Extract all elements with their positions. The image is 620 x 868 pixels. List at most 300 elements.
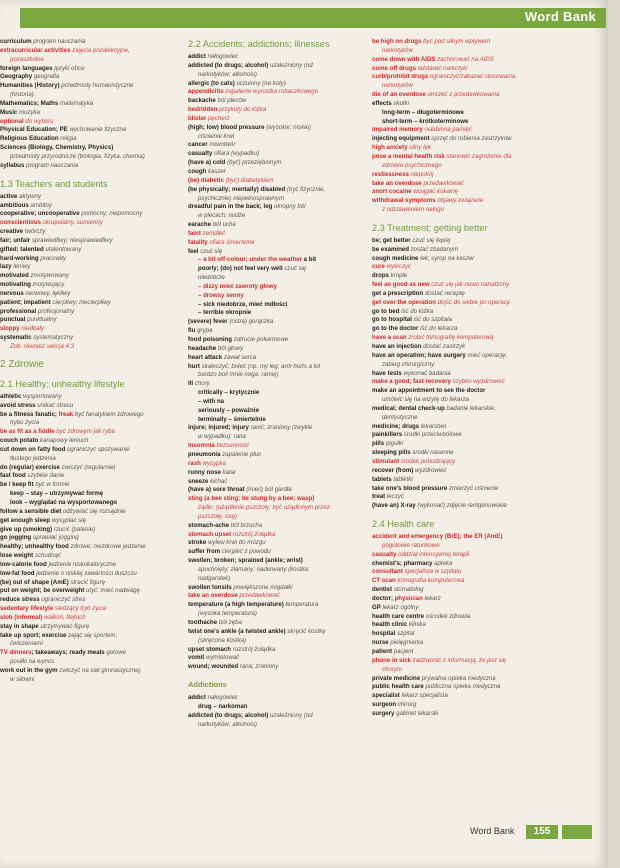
entry-translation: ból brzucha bbox=[230, 521, 263, 529]
entry-translation: posiłki na wynos bbox=[10, 658, 55, 666]
entry-term: cooperative; uncooperative bbox=[0, 210, 80, 218]
entry-continuation bbox=[372, 396, 540, 405]
entry-term: injecting equipment bbox=[372, 135, 430, 143]
vocab-entry bbox=[188, 424, 360, 433]
entry-term: suffer from bbox=[188, 548, 221, 556]
entry-continuation bbox=[0, 56, 168, 65]
vocab-entry bbox=[0, 402, 168, 411]
entry-continuation bbox=[188, 195, 360, 204]
entry-term: sleeping pills bbox=[372, 449, 411, 457]
entry-term: blister bbox=[188, 114, 207, 122]
entry-translation: lek; syrop na kaszel bbox=[420, 254, 474, 262]
entry-translation: zapalenie wyrostka robaczkowego bbox=[225, 88, 319, 96]
entry-term: slob (informal) bbox=[0, 613, 43, 621]
entry-subitem bbox=[0, 490, 168, 499]
vocab-entry bbox=[0, 446, 168, 455]
entry-term: allergic (to cats) bbox=[188, 79, 235, 87]
entry-term: high anxiety bbox=[372, 144, 408, 152]
entry-translation: zdrowe; niezdrowe jedzenie bbox=[70, 543, 146, 551]
vocab-entry bbox=[188, 486, 360, 495]
entry-subitem bbox=[188, 398, 360, 407]
entry-term: appendicitis bbox=[188, 88, 224, 96]
entry-term: (be) diabetic bbox=[188, 176, 224, 184]
entry-term: cure bbox=[372, 263, 385, 271]
entry-translation: ćwiczeniami bbox=[10, 640, 43, 648]
entry-continuation bbox=[188, 71, 360, 80]
entry-translation: chorym bbox=[382, 665, 402, 673]
entry-translation: skręcić kostkę bbox=[287, 627, 326, 635]
vocab-entry bbox=[188, 97, 360, 106]
vocab-entry bbox=[0, 316, 168, 325]
vocab-entry bbox=[188, 124, 360, 133]
vocab-entry bbox=[188, 345, 360, 354]
vocab-entry bbox=[372, 197, 540, 206]
entry-term: (have a) sore throat bbox=[188, 486, 245, 494]
vocab-entry bbox=[372, 91, 540, 100]
section-heading: 2.1 Healthy; unhealthy lifestyle bbox=[0, 378, 125, 389]
vocab-entry bbox=[0, 517, 168, 526]
vocab-entry bbox=[372, 281, 540, 290]
entry-part: be a fitness fanatic; bbox=[0, 410, 59, 418]
vocab-entry bbox=[0, 587, 168, 596]
vocab-entry bbox=[0, 73, 168, 82]
entry-translation: schudnąć bbox=[34, 552, 61, 560]
vocab-entry bbox=[188, 548, 360, 557]
entry-term: earache bbox=[188, 221, 212, 229]
entry-term: be as fit as a fiddle bbox=[0, 428, 55, 436]
entry-translation: zajęcia pozalekcyjne, bbox=[72, 46, 130, 54]
entry-term: systematic bbox=[0, 334, 32, 342]
vocab-entry bbox=[0, 552, 168, 561]
vocab-entry bbox=[0, 428, 168, 437]
entry-translation: (wykonać) zdjęcie rentgenowskie bbox=[417, 502, 507, 510]
entry-term: swollen tonsils bbox=[188, 583, 232, 591]
vocab-entry bbox=[0, 299, 168, 308]
vocab-entry bbox=[372, 180, 540, 189]
entry-translation: jedzenie niskokaloryczne bbox=[48, 560, 117, 568]
entry-term: creative bbox=[0, 228, 24, 236]
entry-subitem bbox=[188, 703, 360, 712]
vocab-entry bbox=[372, 630, 540, 639]
vocab-entry bbox=[188, 380, 360, 389]
vocab-entry bbox=[372, 308, 540, 317]
vocab-entry bbox=[372, 272, 540, 281]
entry-translation: z odstawieniem nałogu bbox=[382, 206, 444, 214]
entry-translation: czuć się jak nowo narodzony bbox=[431, 281, 510, 289]
entry-translation: ograniczyć stres bbox=[41, 596, 86, 604]
entry-term: chemist's; pharmacy bbox=[372, 559, 433, 567]
entry-translation: ograniczyć spożywanie bbox=[67, 445, 130, 453]
entry-translation: kanapowy leniuch bbox=[39, 437, 89, 445]
vocab-entry bbox=[0, 579, 168, 588]
section-heading: 1.3 Teachers and students bbox=[0, 178, 108, 189]
entry-translation: iść do szpitala bbox=[413, 316, 452, 324]
entry-translation: lekarstwo bbox=[420, 422, 447, 430]
vocab-entry bbox=[372, 65, 540, 74]
entry-translation: szybko wyzdrowieć bbox=[452, 378, 505, 386]
subitem-text: – drowsy senny bbox=[198, 291, 244, 299]
entry-subitem bbox=[188, 283, 360, 292]
entry-term: recover (from) bbox=[372, 466, 414, 474]
entry-translation: twórczy bbox=[24, 228, 46, 236]
entry-translation: lekarz specjalista bbox=[401, 692, 448, 700]
vocab-entry bbox=[372, 290, 540, 299]
entry-translation: (być fizycznie, bbox=[286, 185, 326, 193]
section-header-bar bbox=[20, 8, 606, 28]
vocab-entry bbox=[188, 557, 360, 566]
vocab-entry bbox=[0, 281, 168, 290]
entry-translation: ból pleców bbox=[217, 97, 247, 105]
vocab-entry bbox=[372, 701, 540, 710]
vocab-entry bbox=[372, 586, 540, 595]
vocab-entry bbox=[0, 325, 168, 334]
entry-translation: profesjonalny bbox=[37, 307, 75, 315]
vocab-entry bbox=[0, 82, 168, 91]
entry-term: wound; wounded bbox=[188, 663, 239, 671]
vocab-entry bbox=[372, 343, 540, 352]
entry-term: (be physically; mentally) disabled bbox=[188, 185, 286, 193]
vocab-entry bbox=[372, 639, 540, 648]
vocab-entry bbox=[0, 393, 168, 402]
entry-translation: tomografia komputerowa bbox=[397, 577, 465, 585]
entry-translation: Zob. również sekcja 4.3 bbox=[10, 343, 75, 350]
vocab-entry bbox=[188, 318, 360, 327]
entry-translation: publiczna opieka medyczna bbox=[425, 683, 501, 691]
entry-term: be; get better bbox=[372, 236, 411, 244]
entry-translation: kaszel bbox=[207, 167, 226, 175]
entry-term: be high on drugs bbox=[372, 38, 422, 45]
vocab-entry bbox=[372, 577, 540, 586]
entry-term: go to bed bbox=[372, 307, 400, 315]
entry-translation: wykonać badania bbox=[403, 369, 451, 377]
section-title: Word Bank bbox=[524, 9, 596, 24]
entry-term: health clinic bbox=[372, 621, 408, 629]
vocab-entry bbox=[372, 551, 540, 560]
entry-continuation bbox=[0, 419, 168, 428]
entry-translation: sprawiedliwy; niesprawiedliwy bbox=[31, 236, 113, 244]
entry-term: public health care bbox=[372, 683, 424, 691]
entry-translation: stomatolog bbox=[393, 586, 424, 594]
vocab-entry bbox=[372, 657, 540, 666]
page-number: 155 bbox=[526, 825, 558, 839]
entry-translation: zadzwonić z informacją, że jest się bbox=[412, 656, 507, 664]
entry-term: addict bbox=[188, 53, 206, 60]
entry-translation: zająć się sportem; bbox=[68, 631, 118, 639]
entry-term: health care centre bbox=[372, 612, 425, 620]
entry-translation: zmierzyć ciśnienie bbox=[448, 484, 499, 492]
entry-translation: (być) diabetykiem bbox=[225, 176, 274, 184]
entry-term: go jogging bbox=[0, 534, 32, 542]
vocab-entry bbox=[372, 237, 540, 246]
entry-translation: ćwiczyć na sali gimnastycznej, bbox=[59, 667, 142, 674]
entry-term: casualty bbox=[372, 550, 397, 558]
entry-continuation bbox=[0, 343, 168, 352]
entry-translation: w plecach; nodze bbox=[198, 212, 246, 220]
entry-translation: do wyboru bbox=[25, 117, 54, 125]
entry-translation: przedmioty humanistyczne bbox=[61, 82, 134, 90]
entry-translation: mieć operację; bbox=[467, 351, 508, 359]
entry-translation: leniwy bbox=[13, 263, 31, 271]
entry-translation: utyć; mieć nadwagę bbox=[86, 587, 140, 595]
vocab-entry bbox=[0, 534, 168, 543]
entry-translation: prywatna opieka medyczna bbox=[421, 674, 496, 682]
entry-term: sneeze bbox=[188, 477, 209, 485]
vocab-entry bbox=[188, 694, 360, 703]
entry-translation: cierpieć z powodu bbox=[221, 548, 271, 556]
entry-term: hospital bbox=[372, 630, 396, 638]
entry-term: motivating bbox=[0, 281, 31, 289]
entry-translation: (być) przeziębionym bbox=[226, 159, 282, 167]
vocab-entry bbox=[372, 135, 540, 144]
vocab-entry bbox=[188, 80, 360, 89]
entry-translation: pogotowie ratunkowe bbox=[382, 541, 440, 549]
entry-term: come down with AIDS bbox=[372, 55, 436, 63]
entry-translation: okropny ból bbox=[274, 203, 306, 211]
entry-continuation bbox=[0, 153, 168, 162]
entry-continuation bbox=[188, 504, 360, 513]
section-heading: 2.3 Treatment; getting better bbox=[372, 222, 488, 233]
entry-term: backache bbox=[188, 97, 216, 105]
vocab-entry bbox=[372, 325, 540, 334]
entry-translation: zachorować na AIDS bbox=[437, 55, 494, 63]
vocab-entry bbox=[0, 126, 168, 135]
vocab-entry bbox=[0, 202, 168, 211]
vocab-entry bbox=[372, 604, 540, 613]
section-heading: 2.4 Health care bbox=[372, 519, 435, 530]
vocab-entry bbox=[372, 405, 540, 414]
subitem-text: critically – krytycznie bbox=[198, 389, 260, 397]
vocab-entry bbox=[188, 584, 360, 593]
vocab-entry bbox=[0, 508, 168, 517]
entry-translation: (mieć) ból gardła bbox=[246, 486, 292, 494]
entry-translation: chirurg bbox=[397, 701, 417, 709]
entry-term: work out in the gym bbox=[0, 667, 58, 674]
entry-translation: jedzenie o niskiej zawartości tłuszczu bbox=[36, 569, 137, 577]
entry-part: być fanatykiem zdrowego bbox=[73, 410, 144, 418]
entry-term: be / keep fit bbox=[0, 481, 34, 489]
vocab-entry bbox=[0, 65, 168, 74]
vocab-entry bbox=[0, 481, 168, 490]
entry-translation: środek pobudzający bbox=[400, 457, 455, 465]
entry-term: CT scan bbox=[372, 577, 396, 585]
entry-term: swollen; broken; sprained (ankle; wrist) bbox=[188, 557, 303, 565]
entry-translation: ambitny bbox=[30, 201, 52, 209]
vocab-entry bbox=[188, 336, 360, 345]
vocab-entry bbox=[188, 451, 360, 460]
entry-translation: zmotywowany bbox=[30, 272, 69, 280]
entry-translation: dentystyczne bbox=[382, 413, 418, 421]
entry-term: sloppy bbox=[0, 325, 20, 333]
vocab-entry bbox=[0, 526, 168, 535]
entry-term: injure; injured; injury bbox=[188, 424, 249, 432]
entry-continuation bbox=[188, 575, 360, 584]
entry-term: casualty bbox=[188, 150, 213, 158]
entry-translation: ofiara śmiertelna bbox=[209, 238, 255, 246]
entry-subitem bbox=[188, 301, 360, 310]
vocab-entry bbox=[0, 109, 168, 118]
entry-translation: pracowity bbox=[40, 254, 67, 262]
entry-term: motivated bbox=[0, 272, 29, 280]
vocab-entry bbox=[0, 605, 168, 614]
vocab-entry bbox=[372, 316, 540, 325]
entry-translation: siedzący tryb życia bbox=[54, 605, 107, 613]
entry-translation: czuć się bbox=[200, 247, 223, 255]
entry-part: poorly; (do) not feel very well bbox=[198, 265, 283, 273]
entry-continuation bbox=[0, 455, 168, 464]
vocab-entry bbox=[188, 663, 360, 672]
entry-term: snort cocaine bbox=[372, 188, 412, 196]
entry-translation: geografia bbox=[33, 73, 60, 81]
entry-translation: nałogowiec bbox=[207, 694, 239, 702]
entry-translation: unikać stresu bbox=[37, 401, 74, 409]
vocab-entry bbox=[0, 667, 168, 676]
vocab-entry bbox=[372, 533, 540, 542]
entry-translation: narkotyków bbox=[382, 46, 413, 54]
vocab-entry bbox=[188, 592, 360, 601]
entry-translation: (ostra) gorączka bbox=[229, 318, 274, 326]
vocab-entry bbox=[188, 53, 360, 62]
entry-term: fair; unfair bbox=[0, 236, 31, 244]
entry-translation: pszczołę, osę) bbox=[198, 512, 237, 520]
entry-translation: nałogowiec bbox=[207, 53, 239, 60]
section-heading: 2 Zdrowie bbox=[0, 358, 44, 370]
vocab-entry bbox=[0, 614, 168, 623]
entry-translation: program nauczania bbox=[26, 161, 79, 169]
entry-translation: silny lęk bbox=[409, 144, 431, 152]
entry-continuation bbox=[372, 414, 540, 423]
vocab-entry bbox=[372, 613, 540, 622]
entry-translation: uczulony (na koty) bbox=[236, 79, 286, 87]
entry-translation: języki obce bbox=[54, 64, 85, 72]
entry-term: Music bbox=[0, 108, 18, 116]
entry-term: get a prescription bbox=[372, 289, 424, 297]
entry-subitem bbox=[188, 309, 360, 318]
entry-term: syllabus bbox=[0, 161, 25, 169]
column-middle bbox=[188, 38, 360, 729]
vocab-entry bbox=[188, 460, 360, 469]
entry-translation: rozstrój żołądka bbox=[232, 530, 276, 538]
entry-translation: osłabiona pamięć bbox=[424, 126, 472, 134]
entry-translation: szybkie danie bbox=[27, 472, 65, 480]
vocab-entry bbox=[0, 290, 168, 299]
vocab-entry bbox=[0, 162, 168, 171]
entry-continuation bbox=[188, 371, 360, 380]
vocab-entry bbox=[0, 219, 168, 228]
entry-translation: psychicznie) niepełnosprawnym bbox=[198, 194, 285, 202]
vocab-entry bbox=[372, 56, 540, 65]
entry-translation: systematyczny bbox=[33, 334, 74, 342]
vocab-entry bbox=[188, 478, 360, 487]
entry-term: Religious Education bbox=[0, 135, 59, 143]
vocab-entry bbox=[0, 100, 168, 109]
entry-term: fast food bbox=[0, 472, 26, 480]
entry-translation: pomocny; niepomocny bbox=[81, 210, 143, 218]
vocab-entry bbox=[0, 437, 168, 446]
entry-term: pills bbox=[372, 440, 385, 448]
entry-term: ambitious bbox=[0, 201, 29, 209]
vocab-entry bbox=[0, 411, 168, 420]
vocab-entry bbox=[372, 246, 540, 255]
entry-term: have a scan bbox=[372, 334, 407, 342]
entry-term: active bbox=[0, 192, 18, 200]
entry-translation: stanowić zagrożenie dla bbox=[446, 152, 512, 160]
entry-translation: ciśnienie krwi bbox=[198, 132, 235, 140]
entry-translation: narkotyków; alkoholu) bbox=[198, 70, 257, 78]
entry-term: take an overdose bbox=[188, 592, 238, 600]
entry-translation: tłustego jedzenia bbox=[10, 454, 56, 462]
entry-term: drops bbox=[372, 272, 389, 280]
entry-term: hard-working bbox=[0, 254, 39, 262]
entry-term: curb/prohibit drugs bbox=[372, 73, 429, 81]
subitem-text: look – wyglądać na wysportowanego bbox=[10, 498, 118, 506]
entry-translation: leczyć bbox=[386, 493, 404, 501]
subitem-text: terminally – śmiertelnie bbox=[198, 415, 266, 423]
entry-continuation bbox=[188, 637, 360, 646]
entry-term: curriculum bbox=[0, 38, 32, 45]
vocab-entry bbox=[188, 646, 360, 655]
entry-term: upset stomach bbox=[188, 645, 232, 653]
entry-translation: narkotyków; alkoholu) bbox=[198, 720, 257, 728]
entry-term: stomach-ache bbox=[188, 521, 229, 529]
entry-translation: zrobić tomografię komputerową bbox=[408, 334, 494, 342]
entry-term: lazy bbox=[0, 263, 12, 271]
entry-term: follow a sensible diet bbox=[0, 507, 62, 515]
footer-label: Word Bank bbox=[470, 826, 515, 836]
vocab-entry bbox=[372, 38, 540, 47]
vocab-entry bbox=[188, 327, 360, 336]
entry-translation: niedbały bbox=[21, 325, 45, 333]
entry-term: (have a) cold bbox=[188, 159, 226, 167]
entry-term: make an appointment to see the doctor bbox=[372, 387, 486, 395]
entry-term: come off drugs bbox=[372, 64, 417, 72]
vocab-entry bbox=[188, 88, 360, 97]
entry-term: (severe) fever bbox=[188, 318, 228, 326]
entry-translation: iść do łóżka bbox=[401, 307, 433, 315]
entry-term: gifted; talented bbox=[0, 245, 44, 253]
entry-term: conscientious bbox=[0, 219, 41, 227]
vocab-entry bbox=[188, 141, 360, 150]
entry-translation: ośrodek zdrowia bbox=[425, 612, 471, 620]
entry-translation: wysypka bbox=[202, 459, 226, 467]
section-heading: 2.2 Accidents; addictions; illnesses bbox=[188, 39, 330, 49]
entry-part: a bit bbox=[301, 256, 317, 264]
entry-term: tablets bbox=[372, 475, 392, 483]
vocab-entry bbox=[0, 237, 168, 246]
entry-translation: (wysoka temperatura) bbox=[198, 610, 257, 618]
footer-accent-bar bbox=[562, 825, 592, 839]
vocab-entry bbox=[188, 239, 360, 248]
vocab-entry bbox=[372, 476, 540, 485]
entry-term: feel as good as new bbox=[372, 281, 430, 289]
entry-translation: rzucić (palenie) bbox=[53, 525, 96, 533]
entry-part: – a bit off-colour; under the weather bbox=[198, 256, 302, 264]
entry-translation: wysportowany bbox=[23, 392, 62, 400]
vocab-entry bbox=[188, 203, 360, 212]
vocab-entry bbox=[188, 106, 360, 115]
entry-term: patient; impatient bbox=[0, 298, 51, 306]
entry-continuation bbox=[188, 513, 360, 522]
entry-translation: być zdrowym jak ryba bbox=[56, 428, 115, 436]
entry-term: stroke bbox=[188, 539, 207, 547]
entry-term: phone in sick bbox=[372, 656, 411, 664]
vocab-entry bbox=[188, 177, 360, 186]
vocab-entry bbox=[0, 596, 168, 605]
vocab-entry bbox=[0, 334, 168, 343]
entry-continuation bbox=[372, 162, 540, 171]
entry-translation: stracić figurę bbox=[70, 578, 105, 586]
entry-term: bedridden bbox=[188, 106, 218, 114]
entry-term: vomit bbox=[188, 654, 205, 662]
